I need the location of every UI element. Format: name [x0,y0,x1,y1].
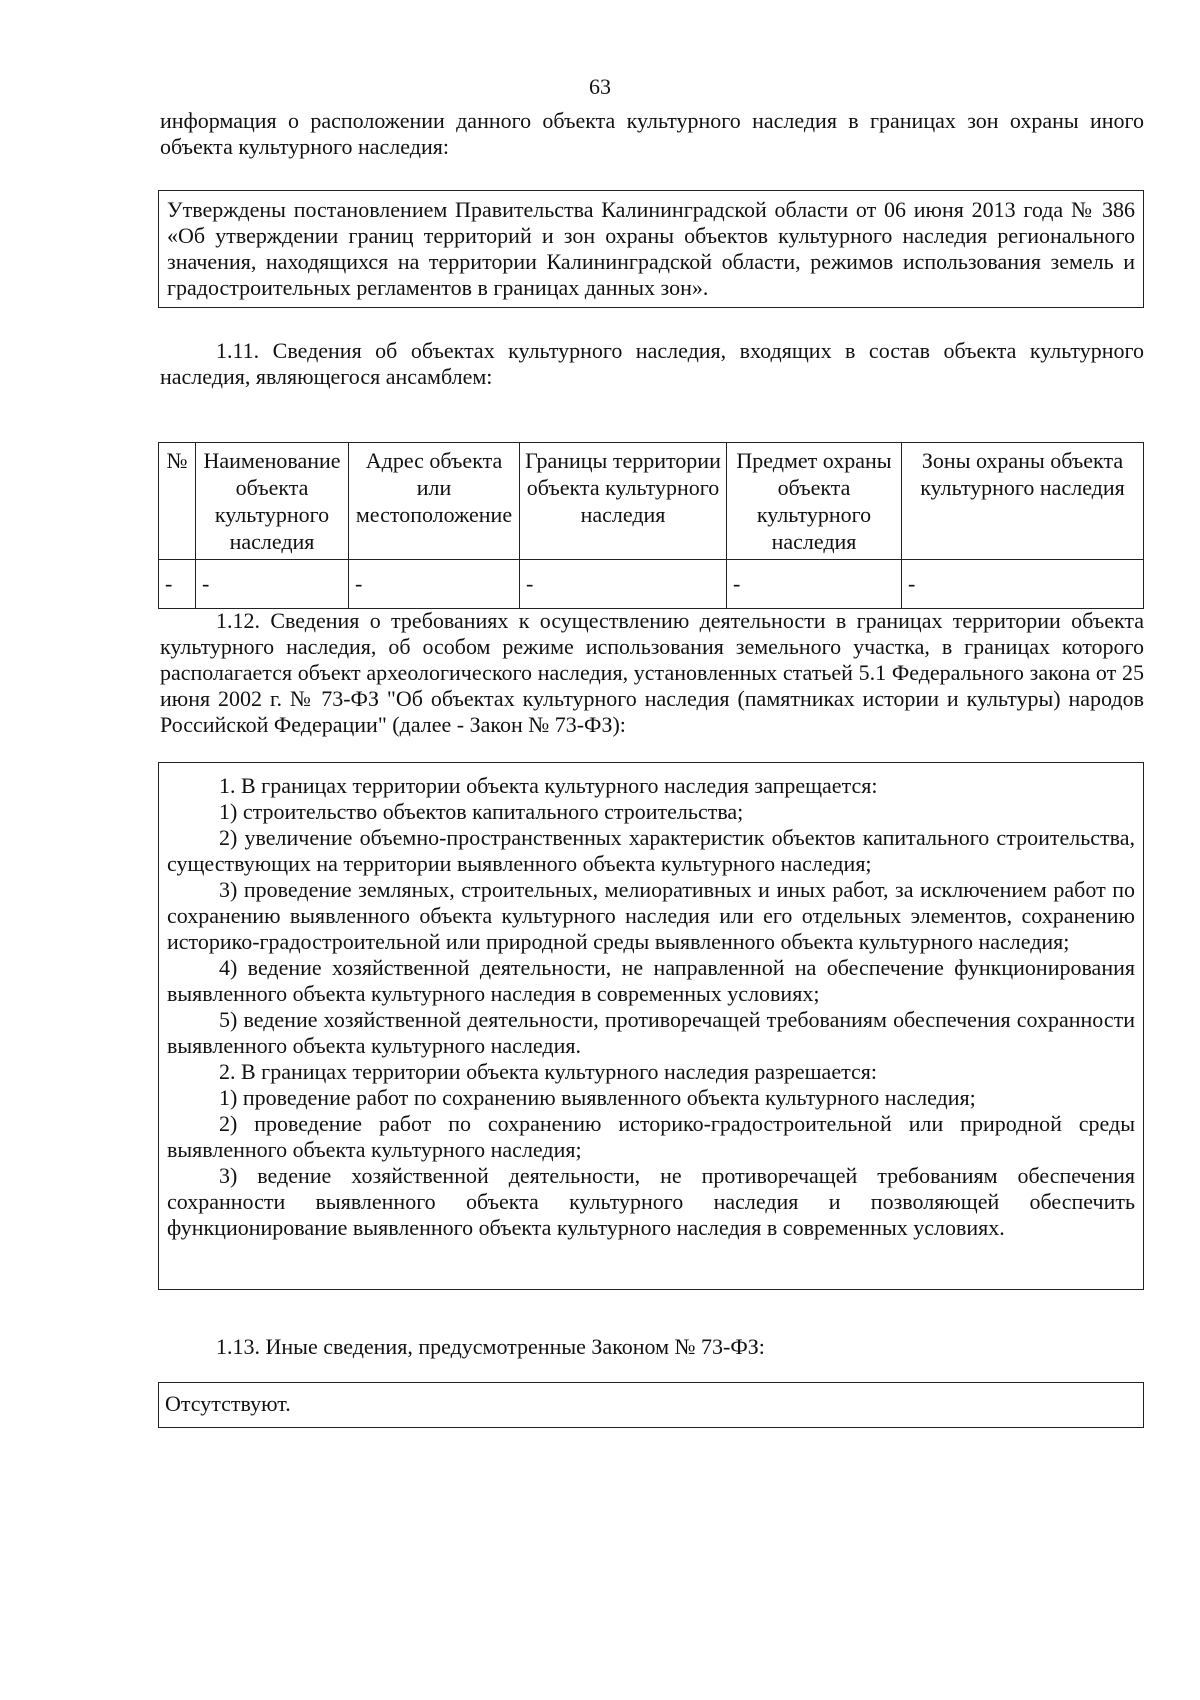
zone-protection-box [158,190,1144,308]
prohibited-item-1: 1) строительство объектов капитального строительства; [219,799,744,824]
table-cell: - [349,560,520,609]
col-boundaries-header: Границы территории объекта культурного наследия [520,443,727,560]
col-protection-zones-header: Зоны охраны объекта культурного наследия [902,443,1144,560]
prohibited-heading: 1. В границах территории объекта культурного наследия запрещается: [219,773,878,798]
col-protection-subject-header: Предмет охраны объекта культурного наследия [727,443,902,560]
col-number-header: № [159,443,196,560]
table-cell: - [902,560,1144,609]
table-cell: - [196,560,349,609]
prohibited-item-3: 3) проведение земляных, строительных, мелиоративных и иных работ, за исключением работ по сохранению выявленного объекта культурного наследия или его отдельных элементов, сохранению историко-градостроительной или природной среды выявленного объекта культурного наследия; [167,877,1135,954]
prohibited-item-5: 5) ведение хозяйственной деятельности, противоречащей требованиям обеспечения сохранности выявленного объекта культурного наследия. [167,1007,1135,1058]
section-1-11-heading: 1.11. Сведения об объектах культурного наследия, входящих в состав объекта культурного наследия, являющегося ансамблем: [160,338,1144,389]
permitted-heading: 2. В границах территории объекта культурного наследия разрешается: [219,1059,877,1084]
table-cell: - [159,560,196,609]
other-info-box [158,1382,1144,1428]
permitted-item-3: 3) ведение хозяйственной деятельности, не противоречащей требованиям обеспечения сохранности выявленного объекта культурного наследия и позволяющей обеспечить функционирование выявленного объекта культурного наследия в современных условиях. [167,1163,1135,1240]
prohibited-item-4: 4) ведение хозяйственной деятельности, не направленной на обеспечение функционирования выявленного объекта культурного наследия в современных условиях; [167,955,1135,1006]
permitted-item-1: 1) проведение работ по сохранению выявленного объекта культурного наследия; [219,1085,976,1110]
table-cell: - [520,560,727,609]
col-name-header: Наименование объекта культурного наследия [196,443,349,560]
col-address-header: Адрес объекта или местоположение [349,443,520,560]
page-number: 63 [589,74,611,99]
zone-protection-text: Утверждены постановлением Правительства Калининградской области от 06 июня 2013 года № 386 «Об утверждении границ территорий и зон охраны объектов культурного наследия регионального значения, находящихся на территории Калининградской области, режимов использования земель и градостроительных регламентов в границах данных зон». [167,197,1135,300]
table-header-row [159,443,1144,560]
intro-paragraph: информация о расположении данного объекта культурного наследия в границах зон охраны иного объекта культурного наследия: [160,108,1144,159]
section-1-13-heading: 1.13. Иные сведения, предусмотренные Законом № 73-ФЗ: [216,1334,765,1359]
table-cell: - [727,560,902,609]
permitted-item-2: 2) проведение работ по сохранению историко-градостроительной или природной среды выявленного объекта культурного наследия; [167,1111,1135,1162]
ensemble-objects-table [158,442,1144,609]
requirements-box [158,762,1144,1290]
prohibited-item-2: 2) увеличение объемно-пространственных характеристик объектов капитального строительства, существующих на территории выявленного объекта культурного наследия; [167,825,1135,876]
section-1-12-heading: 1.12. Сведения о требованиях к осуществлению деятельности в границах территории объекта культурного наследия, об особом режиме использования земельного участка, в границах которого располагается объект археологического наследия, установленных статьей 5.1 Федерального закона от 25 июня 2002 г. № 73-ФЗ "Об объектах культурного наследия (памятниках истории и культуры) народов Российской Федерации" (далее - Закон № 73-ФЗ): [160,608,1144,737]
other-info-text: Отсутствуют. [165,1391,291,1416]
table-row [159,560,1144,609]
